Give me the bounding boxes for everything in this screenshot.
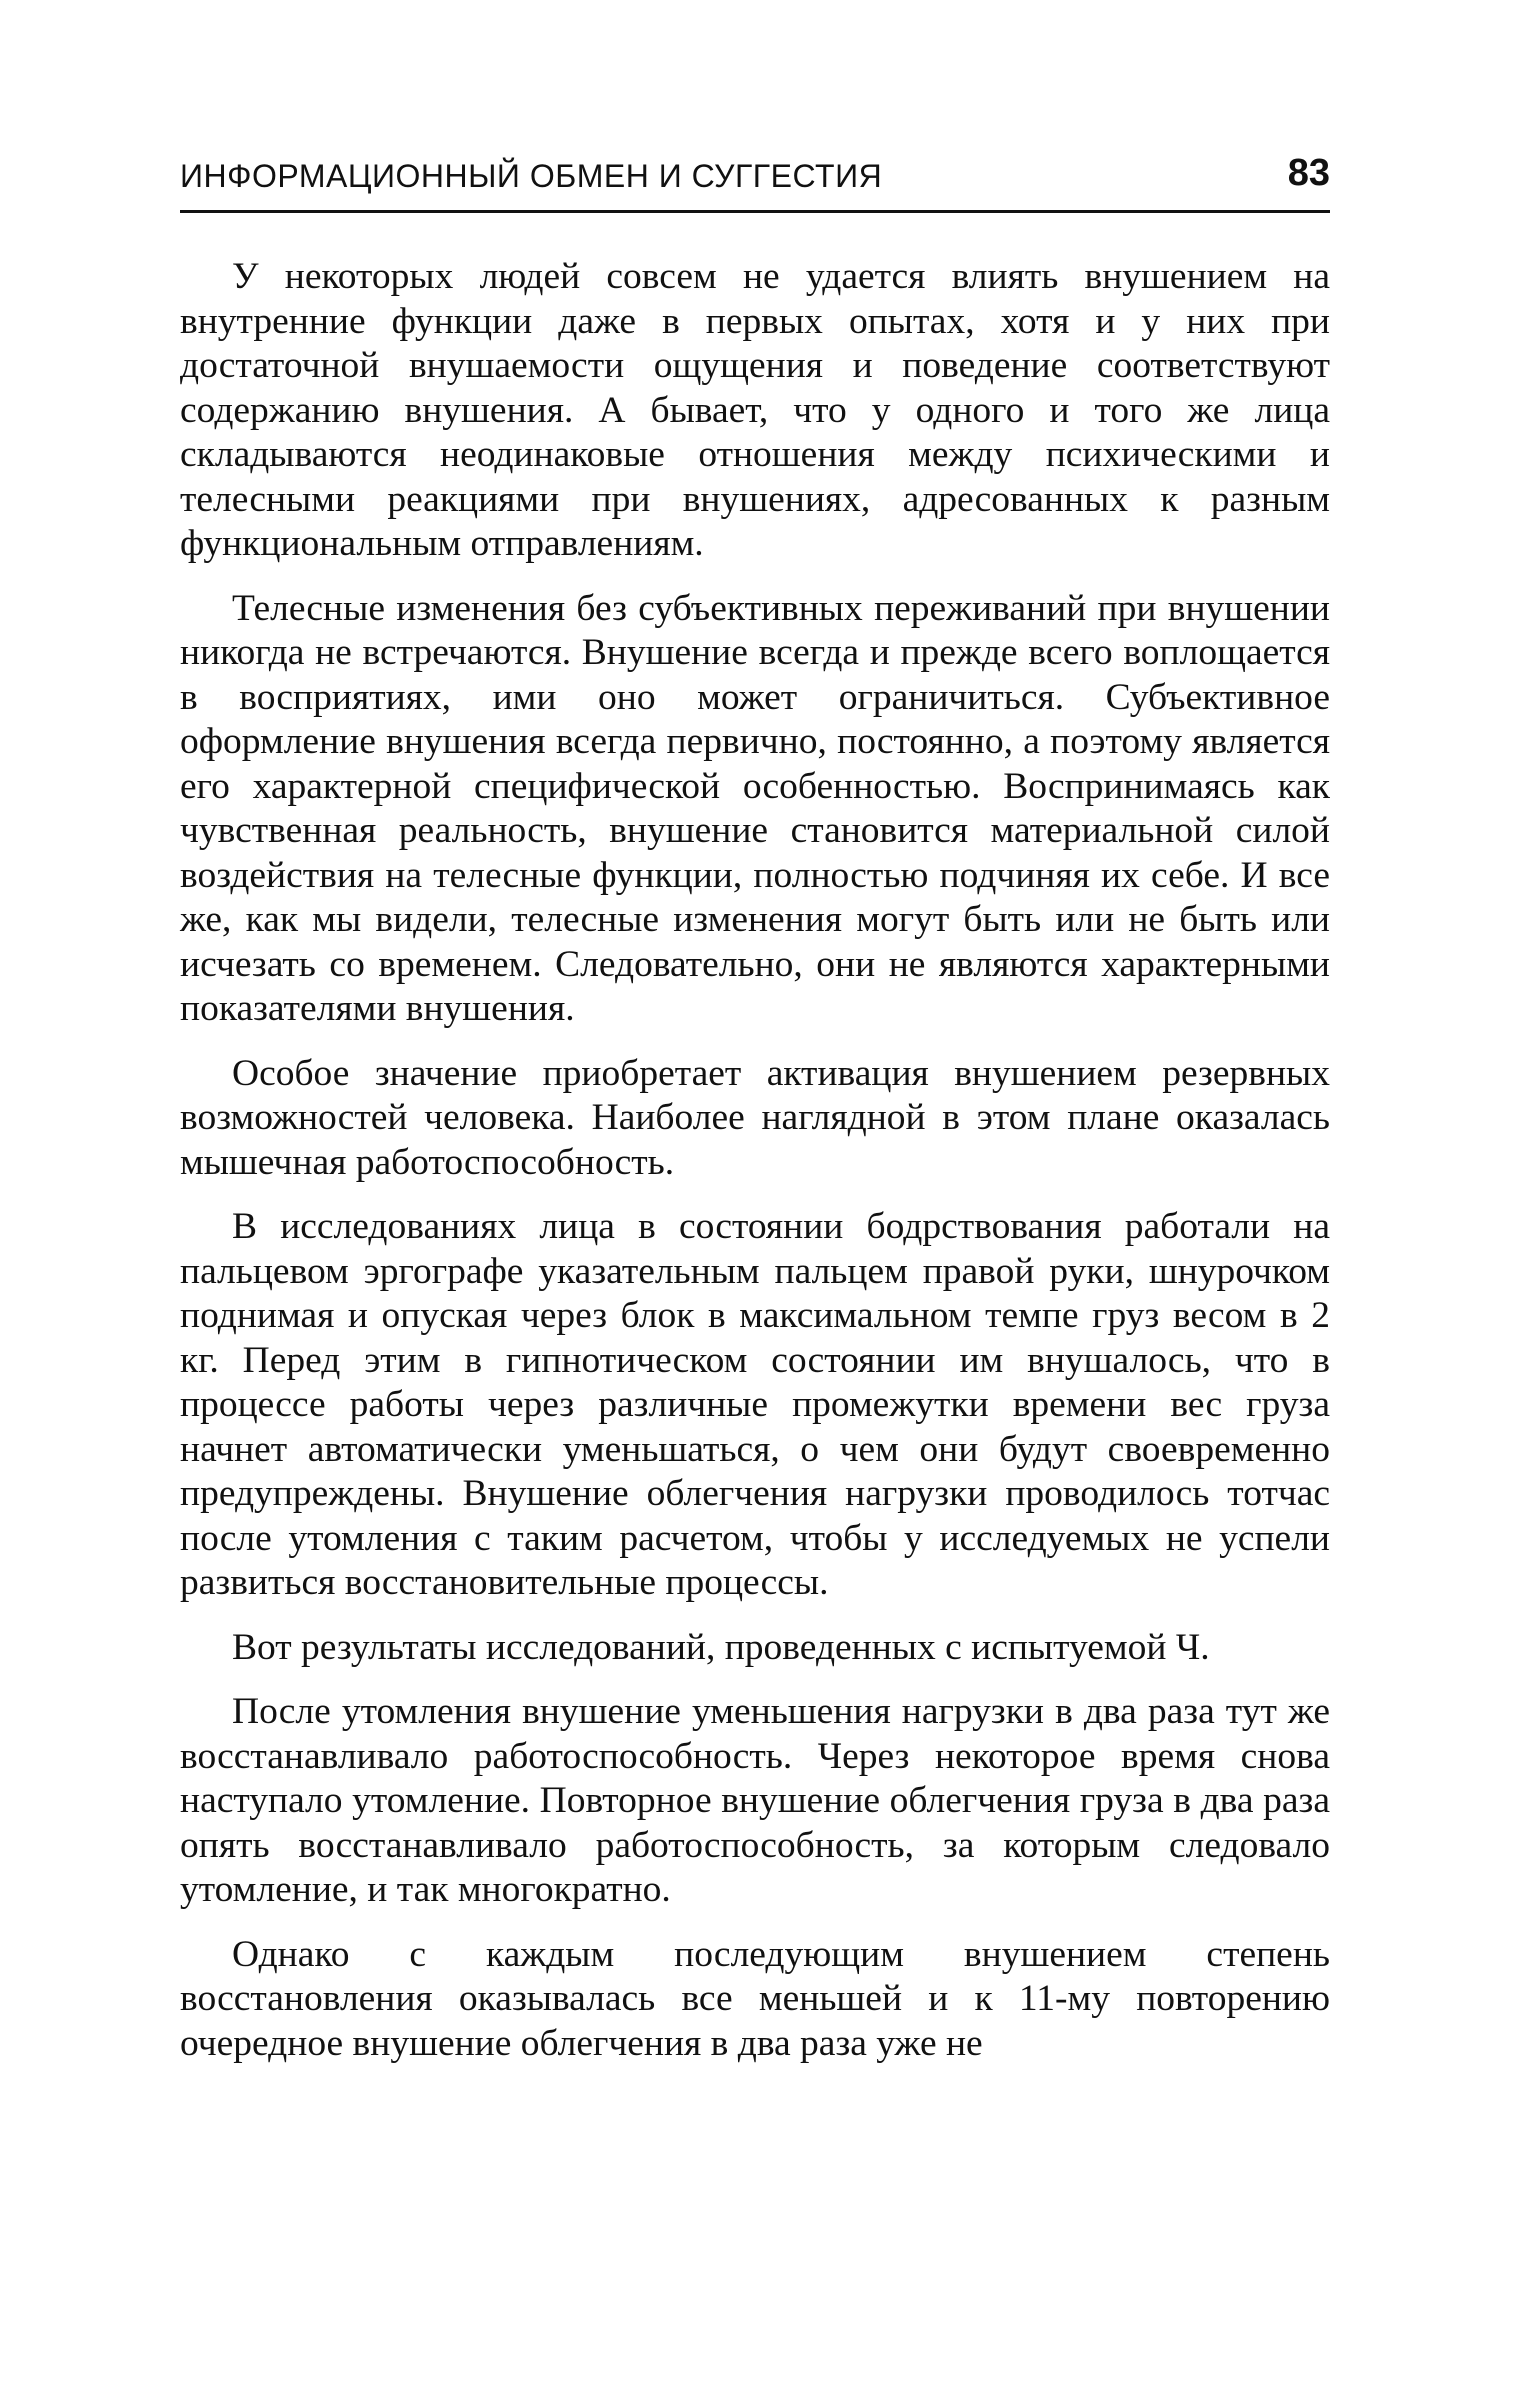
paragraph-3: Особое значение приобретает активация внушением резервных возможностей человека. Наиболее наглядной в этом плане оказалась мышечная работоспособность.	[180, 1052, 1330, 1183]
paragraph-6: После утомления внушение уменьшения нагрузки в два раза тут же восстанавливало работоспособность. Через некоторое время снова наступало утомление. Повторное внушение облегчения груза в два раза опять восстанавливало работоспособность, за которым следовало утомление, и так многократно.	[180, 1691, 1330, 1910]
paragraph-2: Телесные изменения без субъективных переживаний при внушении никогда не встречаются. Внушение всегда и прежде всего воплощается в восприятиях, ими оно может ограничиться. Субъективное оформление внушения всегда первично, постоянно, а поэтому является его характерной специфической особенностью. Воспринимаясь как чувственная реальность, внушение становится материальной силой воздействия на телесные функции, полностью подчиняя их себе. И все же, как мы видели, телесные изменения могут быть или не быть или исчезать со временем. Следовательно, они не являются характерными показателями внушения.	[180, 587, 1330, 1029]
running-title: ИНФОРМАЦИОННЫЙ ОБМЕН И СУГГЕСТИЯ	[180, 158, 883, 194]
body-text	[180, 255, 1330, 2066]
paragraph-7: Однако с каждым последующим внушением степень восстановления оказывалась все меньшей и к 11-му повторению очередное внушение облегчения в два раза уже не	[180, 1933, 1330, 2064]
paragraph-1: У некоторых людей совсем не удается влиять внушением на внутренние функции даже в первых опытах, хотя и у них при достаточной внушаемости ощущения и поведение соответствуют содержанию внушения. А бывает, что у одного и того же лица складываются неодинаковые отношения между психическими и телесными реакциями при внушениях, адресованных к разным функциональным отправлениям.	[180, 256, 1330, 564]
paragraph-4: В исследованиях лица в состоянии бодрствования работали на пальцевом эргографе указательным пальцем правой руки, шнурочком поднимая и опуская через блок в максимальном темпе груз весом в 2 кг. Перед этим в гипнотическом состоянии им внушалось, что в процессе работы через различные промежутки времени вес груза начнет автоматически уменьшаться, о чем они будут своевременно предупреждены. Внушение облегчения нагрузки проводилось тотчас после утомления с таким расчетом, чтобы у исследуемых не успели развиться восстановительные процессы.	[180, 1206, 1330, 1603]
paragraph-5: Вот результаты исследований, проведенных с испытуемой Ч.	[232, 1626, 1210, 1668]
page-number: 83	[1287, 152, 1330, 194]
page-header	[180, 150, 1330, 213]
